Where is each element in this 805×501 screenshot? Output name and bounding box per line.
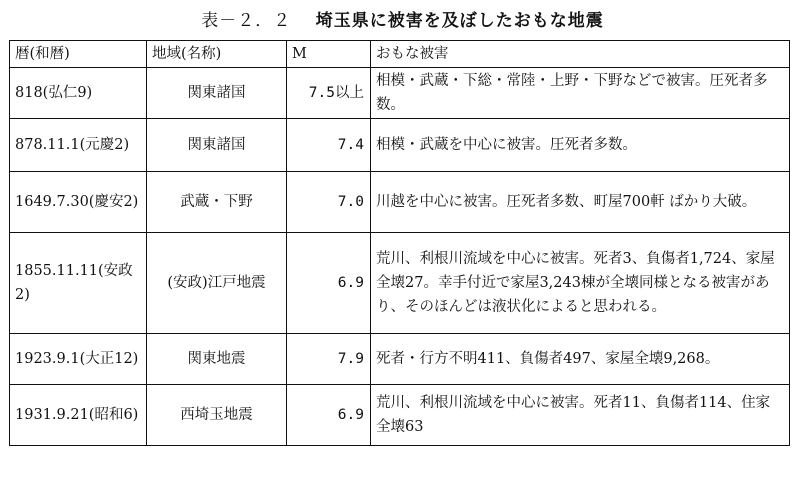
cell-region: 関東地震 [147,334,287,385]
cell-magnitude: 7.5以上 [287,68,371,119]
earthquake-table [9,40,790,446]
header-region: 地域(名称) [147,41,287,68]
table-row [10,68,790,119]
header-magnitude: M [287,41,371,68]
cell-date: 818(弘仁9) [10,68,147,119]
cell-magnitude: 6.9 [287,385,371,446]
table-caption [0,6,805,31]
table-row [10,334,790,385]
header-era: 暦(和暦) [10,41,147,68]
cell-region: 関東諸国 [147,119,287,172]
table-row [10,233,790,334]
cell-date: 1649.7.30(慶安2) [10,172,147,233]
cell-region: 武蔵・下野 [147,172,287,233]
table-number: 表－２．２ [201,11,292,31]
cell-date: 1923.9.1(大正12) [10,334,147,385]
table-row [10,172,790,233]
cell-damage: 相模・武蔵・下総・常陸・上野・下野などで被害。圧死者多数。 [371,68,790,119]
header-row [10,41,790,68]
cell-damage: 川越を中心に被害。圧死者多数、町屋700軒 ばかり大破。 [371,172,790,233]
cell-magnitude: 7.4 [287,119,371,172]
table-row [10,385,790,446]
cell-date: 878.11.1(元慶2) [10,119,147,172]
cell-region: (安政)江戸地震 [147,233,287,334]
cell-damage: 荒川、利根川流域を中心に被害。死者3、負傷者1,724、家屋全壊27。幸手付近で家屋3,243棟が全壊同様となる被害があり、そのほんどは液状化によると思われる。 [371,233,790,334]
cell-region: 西埼玉地震 [147,385,287,446]
cell-damage: 死者・行方不明411、負傷者497、家屋全壊9,268。 [371,334,790,385]
cell-date: 1855.11.11(安政2) [10,233,147,334]
cell-magnitude: 7.9 [287,334,371,385]
header-damage: おもな被害 [371,41,790,68]
cell-region: 関東諸国 [147,68,287,119]
cell-damage: 荒川、利根川流域を中心に被害。死者11、負傷者114、住家全壊63 [371,385,790,446]
cell-damage: 相模・武蔵を中心に被害。圧死者多数。 [371,119,790,172]
cell-date: 1931.9.21(昭和6) [10,385,147,446]
table-title: 埼玉県に被害を及ぼしたおもな地震 [315,11,604,31]
cell-magnitude: 7.0 [287,172,371,233]
table-row [10,119,790,172]
cell-magnitude: 6.9 [287,233,371,334]
